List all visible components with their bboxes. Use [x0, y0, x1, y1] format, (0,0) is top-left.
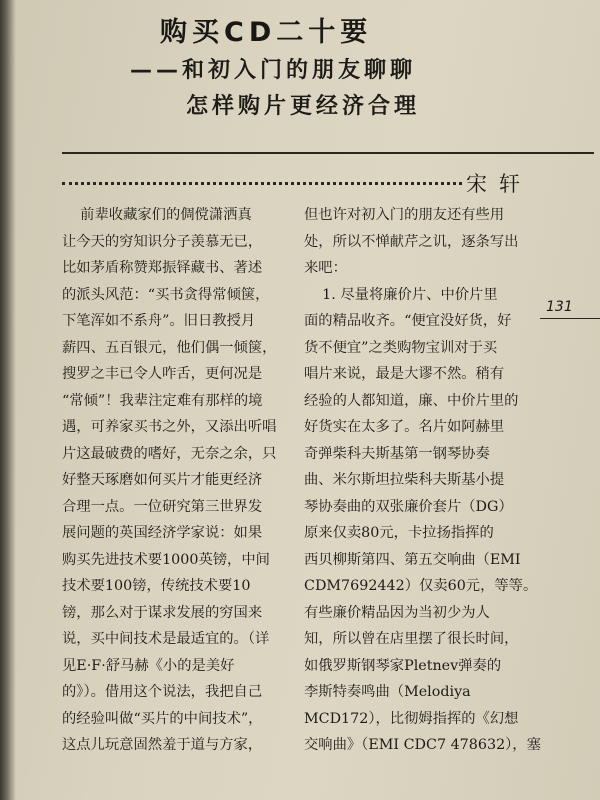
text-line: MCD172），比彻姆指挥的《幻想 — [304, 710, 519, 727]
text-line: 遇，可养家买书之外，又添出听唱 — [62, 419, 277, 435]
article-author: 宋轩 — [466, 172, 532, 196]
text-line: 但也许对初入门的朋友还有些用 — [304, 207, 505, 223]
text-line: 购买先进技术要1000英镑，中间 — [62, 551, 270, 568]
text-line: 让今天的穷知识分子羡慕无已， — [62, 233, 263, 250]
text-line: 有些廉价精品因为当初少为人 — [304, 604, 490, 621]
text-line: 奇弹柴科夫斯基第一钢琴协奏 — [304, 445, 490, 462]
text-line: 好整天琢磨如何买片才能更经济 — [62, 472, 263, 488]
text-line: 经验的人都知道，廉、中价片里的 — [304, 392, 519, 409]
text-line: 交响曲》（EMI CDC7 478632），塞 — [304, 737, 541, 753]
text-line: 搜罗之丰已令人咋舌，更何况是 — [62, 366, 263, 382]
text-line: 下笔浑如不系舟”。旧日教授月 — [62, 313, 256, 329]
text-line: 处，所以不惮献芹之讥，逐条写出 — [304, 233, 519, 250]
text-line: 这点儿玩意固然羞于道与方家， — [62, 737, 263, 753]
text-line: 原来仅卖80元，卡拉扬指挥的 — [304, 525, 494, 541]
text-line: 好货实在太多了。名片如阿赫里 — [304, 419, 505, 435]
dotted-leader — [62, 182, 462, 185]
article-subtitle-line1: ——和初入门的朋友聊聊 — [130, 58, 417, 83]
article-title: 购买CD二十要 — [160, 17, 373, 48]
text-line: 1. 尽量将廉价片、中价片里 — [304, 286, 498, 303]
text-line: 片这最破费的嗜好，无奈之余，只 — [62, 445, 277, 462]
page-gutter-shadow — [0, 0, 16, 800]
text-line: 说，买中间技术是最适宜的。（详 — [62, 631, 270, 647]
text-line: 的派头风范：“买书贪得常倾箧， — [62, 286, 270, 303]
text-line: 镑，那么对于谋求发展的穷国来 — [62, 604, 263, 621]
right-text-column — [304, 202, 541, 759]
text-line: CDM7692442）仅卖60元，等等。 — [304, 578, 538, 594]
text-line: 面的精品收齐。“便宜没好货，好 — [304, 313, 512, 329]
page-number-rule — [540, 318, 600, 319]
text-line: 比如茅盾称赞郑振铎藏书、著述 — [62, 260, 263, 276]
text-line: “常倾”！我辈注定难有那样的境 — [62, 392, 263, 409]
left-text-column — [62, 202, 276, 759]
text-line: 西贝柳斯第四、第五交响曲（EMI — [304, 551, 521, 568]
text-line: 见E·F·舒马赫《小的是美好 — [62, 657, 235, 674]
text-line: 的》）。借用这个说法，我把自己 — [62, 684, 263, 700]
text-line: 的经验叫做“买片的中间技术”， — [62, 710, 263, 727]
page-number: 131 — [546, 299, 573, 315]
text-line: 前辈收藏家们的倜傥潇洒真 — [62, 207, 252, 223]
text-line: 合理一点。一位研究第三世界发 — [62, 498, 263, 515]
article-subtitle-line2: 怎样购片更经济合理 — [186, 94, 421, 119]
text-line: 唱片来说，最是大谬不然。稍有 — [304, 366, 505, 382]
text-line: 琴协奏曲的双张廉价套片（DG） — [304, 498, 513, 515]
text-line: 货不便宜”之类购物宝训对于买 — [304, 339, 498, 356]
text-line: 展问题的英国经济学家说：如果 — [62, 525, 263, 541]
text-line: 曲、米尔斯坦拉柴科夫斯基小提 — [304, 472, 505, 488]
text-line: 李斯特奏鸣曲（Melodiya — [304, 684, 471, 700]
text-line: 技术要100镑，传统技术要10 — [62, 578, 251, 594]
text-line: 薪四、五百银元，他们偶一倾箧， — [62, 339, 277, 356]
text-line: 如俄罗斯钢琴家Pletnev弹奏的 — [304, 657, 502, 674]
text-line: 知，所以曾在店里摆了很长时间， — [304, 631, 519, 647]
header-rule — [62, 152, 594, 154]
text-line: 来吧： — [304, 260, 347, 276]
